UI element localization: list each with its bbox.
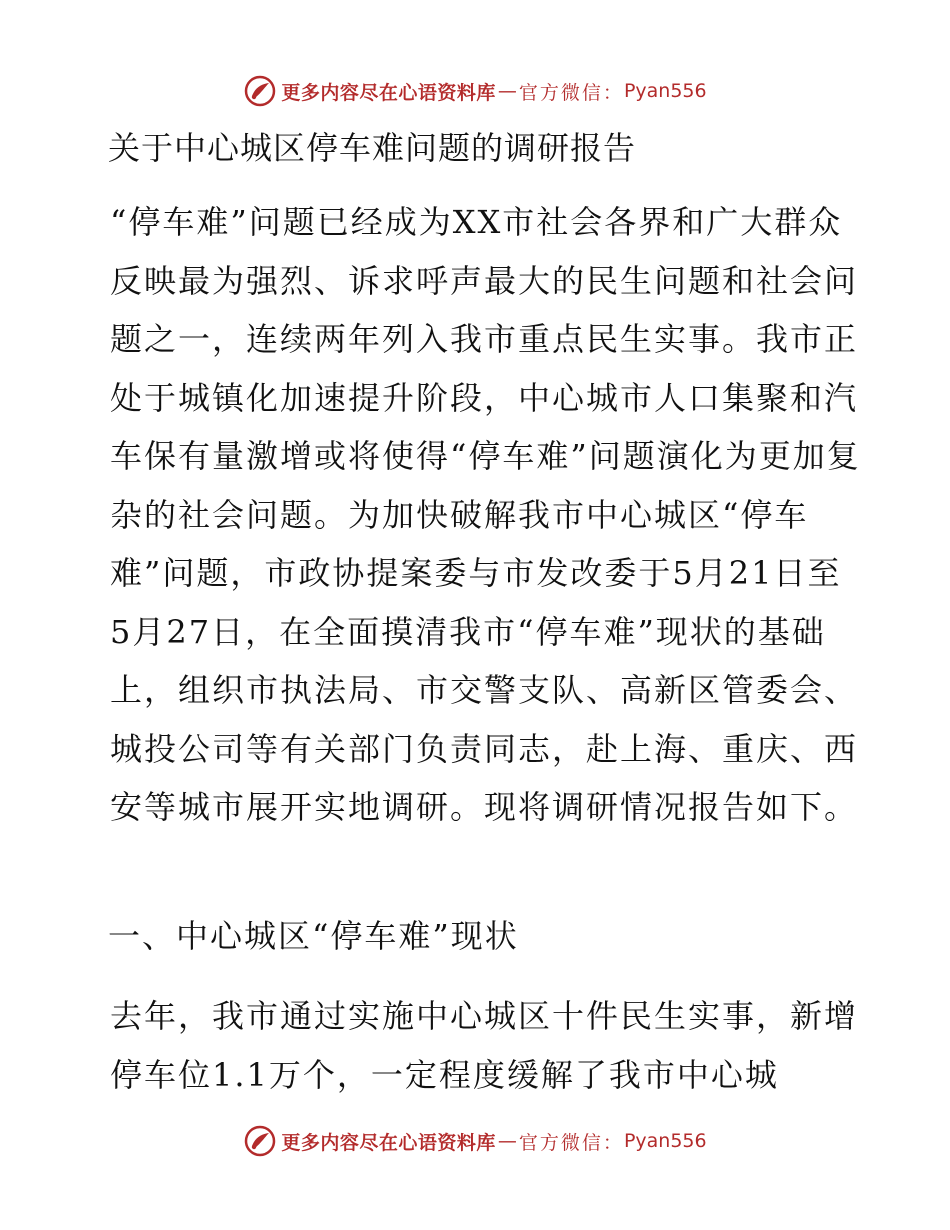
brand-logo-icon [243,74,277,108]
section-1-heading: 一、中心城区“停车难”现状 [108,917,519,955]
watermark-dash: — [497,80,517,102]
watermark-banner-bottom [0,1121,950,1161]
document-paragraph-1: “停车难”问题已经成为XX市社会各界和广大群众反映最为强烈、诉求呼声最大的民生问题和社会问题之一，连续两年列入我市重点民生实事。我市正处于城镇化加速提升阶段，中心城市人口集聚和汽车保有量激增或将使得“停车难”问题演化为更加复杂的社会问题。为加快破解我市中心城区“停车难”问题，市政协提案委与市发改委于5月21日至5月27日，在全面摸清我市“停车难”现状的基础上，组织市执法局、市交警支队、高新区管委会、城投公司等有关部门负责同志，赴上海、重庆、西安等城市展开实地调研。现将调研情况报告如下。 [110,203,861,826]
watermark-wechat-id: Pyan556 [623,80,707,102]
watermark-brand-text: 更多内容尽在心语资料库 [281,81,496,104]
watermark-brand-text: 更多内容尽在心语资料库 [281,1131,496,1154]
watermark-banner-top [0,71,950,111]
watermark-official-label: 官方微信： [518,1131,624,1154]
document-title: 关于中心城区停车难问题的调研报告 [108,129,637,167]
watermark-official-label: 官方微信： [518,81,624,104]
document-paragraph-2: 去年，我市通过实施中心城区十件民生实事，新增停车位1.1万个，一定程度缓解了我市中心城 [110,997,859,1094]
brand-logo-icon [243,1124,277,1158]
watermark-wechat-id: Pyan556 [623,1130,707,1152]
watermark-dash: — [497,1130,517,1152]
